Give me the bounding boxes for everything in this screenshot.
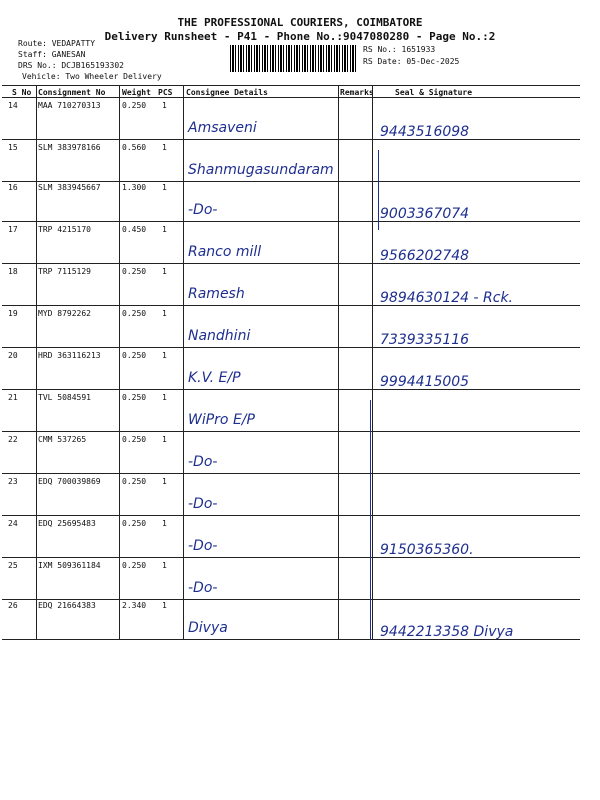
row-consignee: Amsaveni	[188, 120, 257, 136]
row-consignee: -Do-	[188, 202, 218, 218]
runsheet-subtitle: Delivery Runsheet - P41 - Phone No.:9047080280 - Page No.:2	[104, 30, 496, 43]
row-pcs: 1	[162, 477, 167, 486]
row-signature: 9994415005	[380, 374, 470, 390]
route-label: Route: VEDAPATTY	[18, 39, 96, 48]
rs-number: RS No.: 1651933	[363, 45, 436, 54]
row-consignment: MYD 8792262	[38, 309, 91, 318]
row-sno: 23	[8, 477, 18, 486]
row-pcs: 1	[162, 309, 167, 318]
row-consignee: -Do-	[188, 454, 218, 470]
row-sno: 24	[8, 519, 18, 528]
row-weight: 0.250	[122, 393, 147, 402]
row-consignment: EDQ 21664383	[38, 601, 96, 610]
row-weight: 1.300	[122, 183, 147, 192]
row-pcs: 1	[162, 519, 167, 528]
row-sno: 21	[8, 393, 18, 402]
row-weight: 0.250	[122, 351, 147, 360]
col-remarks: Remarks	[340, 88, 374, 97]
row-weight: 0.560	[122, 143, 147, 152]
row-weight: 0.250	[122, 561, 147, 570]
row-signature: 9443516098	[380, 124, 470, 140]
row-signature: 9566202748	[380, 248, 470, 264]
row-pcs: 1	[162, 393, 167, 402]
col-consignee: Consignee Details	[186, 88, 268, 97]
row-sno: 14	[8, 101, 18, 110]
row-pcs: 1	[162, 225, 167, 234]
row-sno: 17	[8, 225, 18, 234]
barcode	[230, 45, 358, 72]
row-sno: 26	[8, 601, 18, 610]
col-sno: S No	[12, 88, 32, 97]
row-weight: 0.250	[122, 519, 147, 528]
row-weight: 0.250	[122, 267, 147, 276]
row-sno: 20	[8, 351, 18, 360]
row-consignee: K.V. E/P	[188, 370, 241, 386]
row-pcs: 1	[162, 435, 167, 444]
row-pcs: 1	[162, 351, 167, 360]
row-consignee: Ranco mill	[188, 244, 262, 260]
row-consignment: SLM 383945667	[38, 183, 101, 192]
row-consignee: WiPro E/P	[188, 412, 255, 428]
row-weight: 0.250	[122, 435, 147, 444]
row-consignment: TRP 7115129	[38, 267, 91, 276]
row-sno: 16	[8, 183, 18, 192]
row-weight: 0.250	[122, 477, 147, 486]
row-consignment: TRP 4215170	[38, 225, 91, 234]
row-pcs: 1	[162, 267, 167, 276]
row-weight: 2.340	[122, 601, 147, 610]
row-consignee: Nandhini	[188, 328, 251, 344]
col-consignment: Consignment No	[38, 88, 106, 97]
row-weight: 0.250	[122, 309, 147, 318]
row-pcs: 1	[162, 561, 167, 570]
row-signature: 9003367074	[380, 206, 470, 222]
row-consignee: Ramesh	[188, 286, 245, 302]
row-consignee: -Do-	[188, 538, 218, 554]
row-weight: 0.450	[122, 225, 147, 234]
row-weight: 0.250	[122, 101, 147, 110]
row-signature: 9442213358 Divya	[380, 624, 514, 640]
row-sno: 19	[8, 309, 18, 318]
row-consignment: EDQ 700039869	[38, 477, 101, 486]
col-pcs: PCS	[158, 88, 173, 97]
row-pcs: 1	[162, 183, 167, 192]
row-consignment: EDQ 25695483	[38, 519, 96, 528]
col-signature: Seal & Signature	[395, 88, 473, 97]
row-pcs: 1	[162, 101, 167, 110]
row-consignment: HRD 363116213	[38, 351, 101, 360]
drs-label: DRS No.: DCJB165193302	[18, 61, 124, 70]
row-pcs: 1	[162, 601, 167, 610]
row-sno: 18	[8, 267, 18, 276]
row-sno: 22	[8, 435, 18, 444]
row-consignment: CMM 537265	[38, 435, 87, 444]
staff-label: Staff: GANESAN	[18, 50, 86, 59]
row-signature: 9894630124 - Rck.	[380, 290, 514, 306]
col-weight: Weight	[122, 88, 151, 97]
row-consignee: Divya	[188, 620, 228, 636]
row-consignment: TVL 5084591	[38, 393, 91, 402]
row-pcs: 1	[162, 143, 167, 152]
row-consignment: IXM 509361184	[38, 561, 101, 570]
vehicle-label: Vehicle: Two Wheeler Delivery	[22, 72, 162, 81]
row-consignment: MAA 710270313	[38, 101, 101, 110]
row-consignee: -Do-	[188, 580, 218, 596]
row-consignee: -Do-	[188, 496, 218, 512]
row-consignment: SLM 383978166	[38, 143, 101, 152]
row-signature: 7339335116	[380, 332, 470, 348]
rs-date: RS Date: 05-Dec-2025	[363, 57, 460, 66]
row-consignee: Shanmugasundaram	[188, 162, 334, 178]
row-signature: 9150365360.	[380, 542, 474, 558]
company-title: THE PROFESSIONAL COURIERS, COIMBATORE	[177, 16, 423, 29]
row-sno: 25	[8, 561, 18, 570]
row-sno: 15	[8, 143, 18, 152]
